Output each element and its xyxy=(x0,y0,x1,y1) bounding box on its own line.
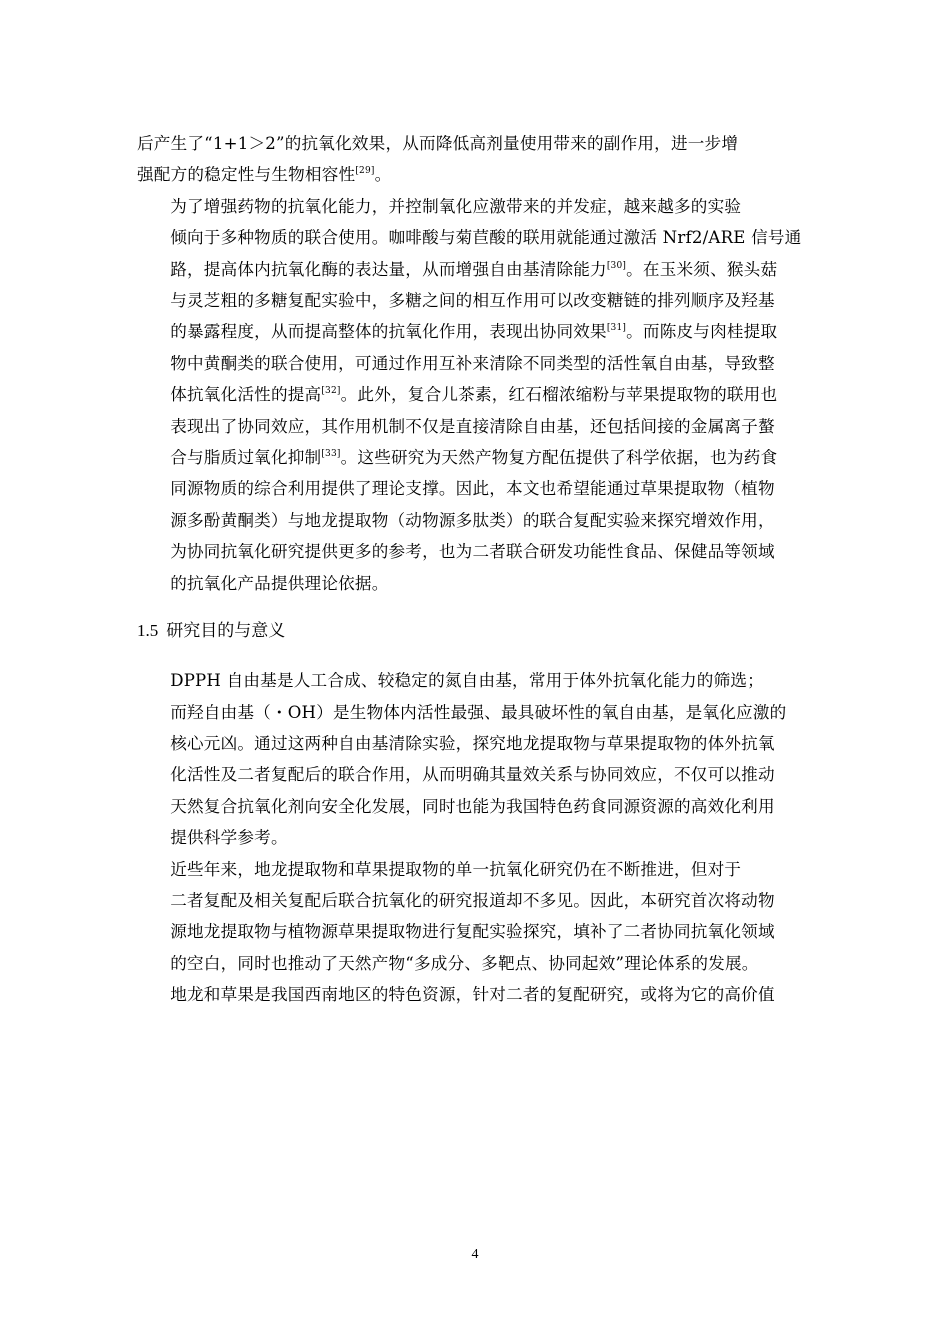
text-line xyxy=(137,505,837,536)
text-run: 。 xyxy=(374,165,392,185)
text-line xyxy=(137,285,837,316)
text-run: 为了增强药物的抗氧化能力，并控制氧化应激带来的并发症，越来越多的实验 xyxy=(170,196,742,216)
text-run: 与灵芝粗的多糖复配实验中，多糖之间的相互作用可以改变糖链的排列顺序及羟基 xyxy=(170,291,775,311)
citation-ref: [29] xyxy=(355,166,375,177)
citation-ref: [30] xyxy=(606,260,627,271)
text-line xyxy=(137,316,837,347)
text-run: 表现出了协同效应，其作用机制不仅是直接清除自由基，还包括间接的金属离子螯 xyxy=(170,416,775,436)
text-run: 地龙和草果是我国西南地区的特色资源，针对二者的复配研究，或将为它的高价值 xyxy=(170,985,775,1005)
text-line xyxy=(137,759,837,790)
text-line xyxy=(137,442,837,473)
text-line xyxy=(137,473,837,504)
text-line xyxy=(137,254,837,285)
text-run: 二者复配及相关复配后联合抗氧化的研究报道却不多见。因此，本研究首次将动物 xyxy=(170,890,775,910)
section-title: 研究目的与意义 xyxy=(166,621,286,642)
section-number: 1.5 xyxy=(137,621,159,641)
citation-ref: [31] xyxy=(606,323,627,334)
text-run: 为协同抗氧化研究提供更多的参考，也为二者联合研发功能性食品、保健品等领域 xyxy=(170,542,775,562)
paragraph xyxy=(137,128,837,191)
text-run: 后产生了“1+1＞2”的抗氧化效果，从而降低高剂量使用带来的副作用，进一步增 xyxy=(137,134,739,153)
text-line xyxy=(137,379,837,410)
text-run: 。在玉米须、猴头菇 xyxy=(626,259,778,279)
text-run: 源多酚黄酮类）与地龙提取物（动物源多肽类）的联合复配实验来探究增效作用， xyxy=(170,510,775,530)
text-line xyxy=(137,854,837,885)
page-body xyxy=(137,128,837,1011)
text-run: 的暴露程度，从而提高整体的抗氧化作用，表现出协同效果 xyxy=(170,322,607,342)
text-run: 核心元凶。通过这两种自由基清除实验，探究地龙提取物与草果提取物的体外抗氧 xyxy=(170,733,775,753)
text-run: 提供科学参考。 xyxy=(170,828,288,848)
text-line xyxy=(137,697,837,728)
section-heading xyxy=(137,615,837,647)
text-run: 化活性及二者复配后的联合作用，从而明确其量效关系与协同效应，不仅可以推动 xyxy=(170,765,775,785)
text-line xyxy=(137,348,837,379)
page-number: 4 xyxy=(471,1247,479,1262)
text-line xyxy=(137,885,837,916)
text-line xyxy=(137,222,837,253)
text-run: 的空白，同时也推动了天然产物“多成分、多靶点、协同起效”理论体系的发展。 xyxy=(170,953,759,973)
text-line xyxy=(137,128,837,159)
text-run: 。这些研究为天然产物复方配伍提供了科学依据，也为药食 xyxy=(340,448,778,468)
text-run: 近些年来，地龙提取物和草果提取物的单一抗氧化研究仍在不断推进，但对于 xyxy=(170,859,742,879)
paragraph xyxy=(137,665,837,853)
text-line xyxy=(137,979,837,1010)
text-run: 合与脂质过氧化抑制 xyxy=(170,448,322,468)
text-line xyxy=(137,159,837,190)
text-line xyxy=(137,822,837,853)
text-line xyxy=(137,536,837,567)
citation-ref: [33] xyxy=(321,449,341,460)
text-line xyxy=(137,665,837,696)
text-run: 强配方的稳定性与生物相容性 xyxy=(137,165,356,185)
paragraph xyxy=(137,191,837,599)
text-line xyxy=(137,728,837,759)
text-line xyxy=(137,948,837,979)
text-run: 而羟自由基（・OH）是生物体内活性最强、最具破坏性的氧自由基，是氧化应激的 xyxy=(170,702,787,722)
text-run: 路，提高体内抗氧化酶的表达量，从而增强自由基清除能力 xyxy=(170,259,607,279)
text-line xyxy=(137,568,837,599)
text-run: 源地龙提取物与植物源草果提取物进行复配实验探究，填补了二者协同抗氧化领域 xyxy=(170,922,775,942)
text-run: 同源物质的综合利用提供了理论支撑。因此，本文也希望能通过草果提取物（植物 xyxy=(170,479,775,499)
text-line xyxy=(137,411,837,442)
text-run: 天然复合抗氧化剂向安全化发展，同时也能为我国特色药食同源资源的高效化利用 xyxy=(170,796,775,816)
text-run: 物中黄酮类的联合使用，可通过作用互补来清除不同类型的活性氧自由基，导致整 xyxy=(170,353,775,373)
text-run: 。而陈皮与肉桂提取 xyxy=(626,322,778,342)
paragraphs-before-section xyxy=(137,128,837,599)
text-run: 。此外，复合儿茶素，红石榴浓缩粉与苹果提取物的联用也 xyxy=(340,385,778,405)
citation-ref: [32] xyxy=(321,386,341,397)
text-run: 倾向于多种物质的联合使用。咖啡酸与菊苣酸的联用就能通过激活 Nrf2/ARE 信号通 xyxy=(170,228,802,248)
text-line xyxy=(137,791,837,822)
paragraphs-after-section xyxy=(137,665,837,1010)
text-line xyxy=(137,916,837,947)
text-run: 体抗氧化活性的提高 xyxy=(170,385,322,405)
text-run: 的抗氧化产品提供理论依据。 xyxy=(170,573,389,593)
text-run: DPPH 自由基是人工合成、较稳定的氮自由基，常用于体外抗氧化能力的筛选； xyxy=(170,671,764,691)
paragraph xyxy=(137,854,837,1011)
text-line xyxy=(137,191,837,222)
